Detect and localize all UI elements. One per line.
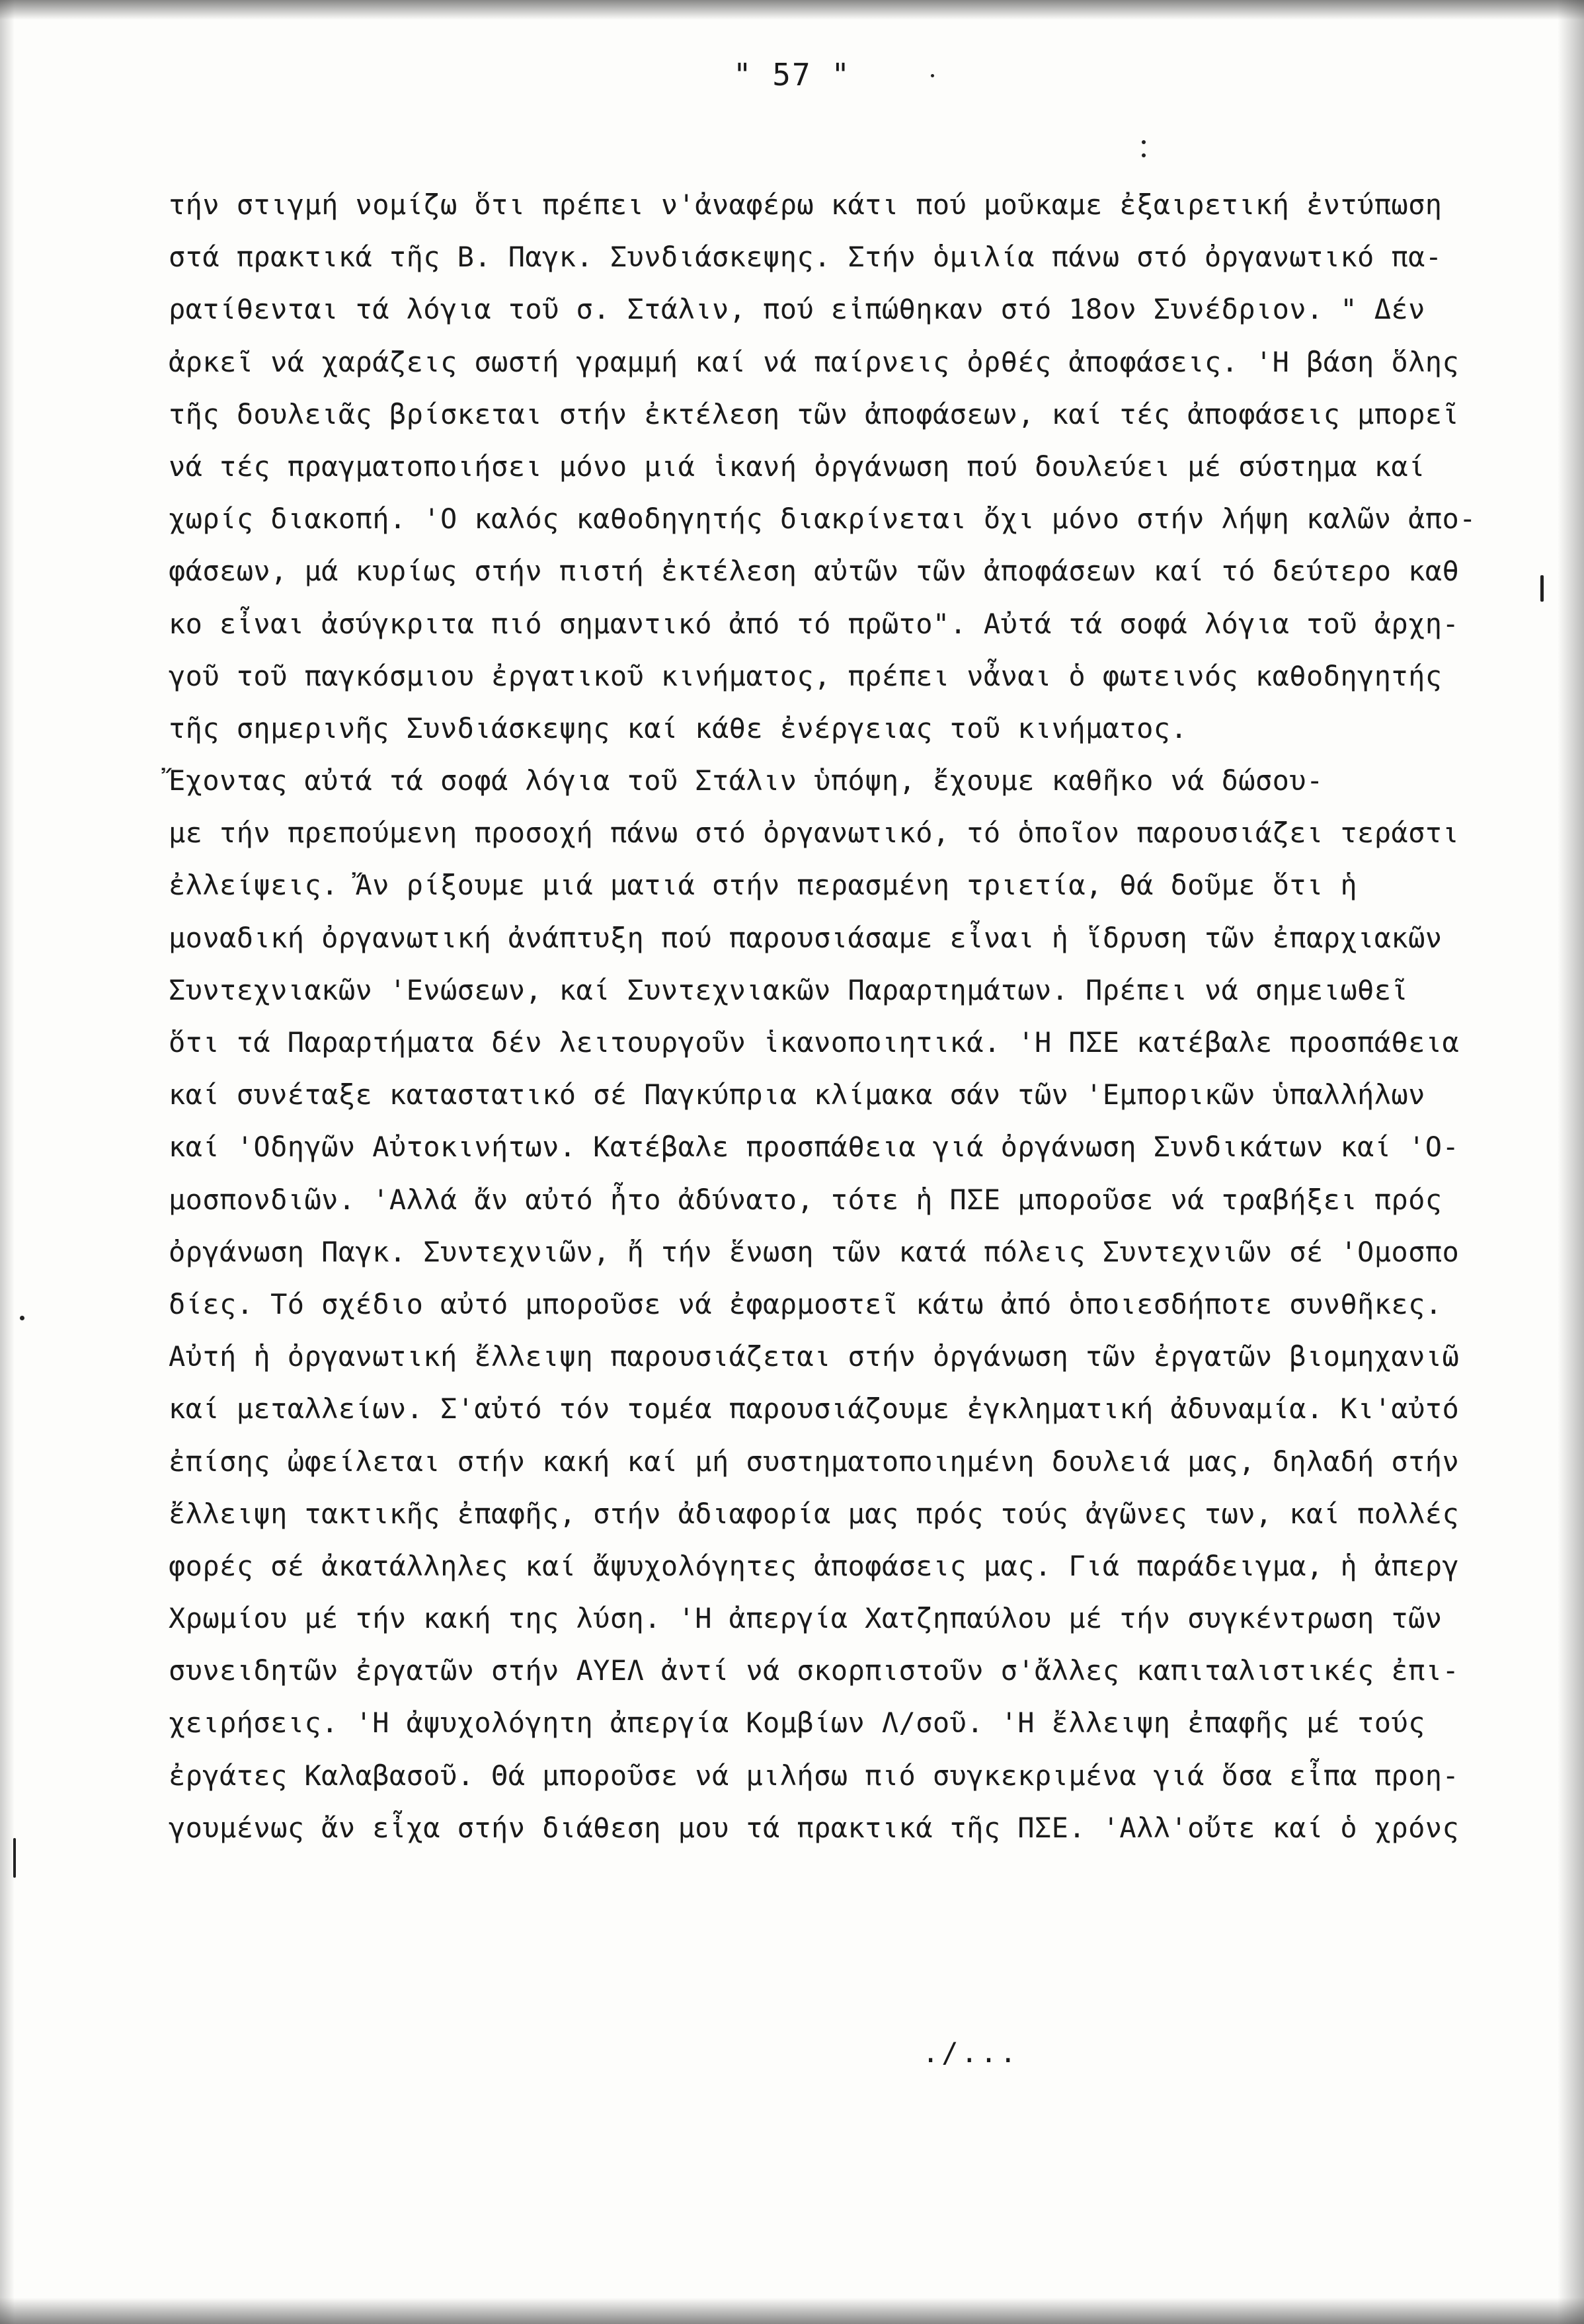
text-line: ἐργάτες Καλαβασοῦ. Θά μποροῦσε νά μιλήσω πιό συγκεκριμένα γιά ὅσα εἶπα προη- <box>169 1759 1460 1792</box>
text-line: ἀρκεῖ νά χαράζεις σωστή γραμμή καί νά παίρνεις ὀρθές ἀποφάσεις. 'Η βάση ὅλης <box>169 345 1460 378</box>
text-line: με τήν πρεπούμενη προσοχή πάνω στό ὀργανωτικό, τό ὁποῖον παρουσιάζει τεράστι <box>169 817 1460 850</box>
text-line: μοναδική ὀργανωτική ἀνάπτυξη πού παρουσιάσαμε εἶναι ἡ ἵδρυση τῶν ἐπαρχιακῶν <box>169 921 1443 954</box>
scan-edge-top <box>0 0 1584 20</box>
scan-edge-left <box>0 0 15 2324</box>
text-line: Χρωμίου μέ τήν κακή της λύση. 'Η ἀπεργία Χατζηπαύλου μέ τήν συγκέντρωση τῶν <box>169 1602 1443 1635</box>
scan-speck <box>13 1838 16 1878</box>
text-line: γουμένως ἄν εἶχα στήν διάθεση μου τά πρακτικά τῆς ΠΣΕ. 'Αλλ'οὔτε καί ὁ χρόνς <box>169 1811 1460 1844</box>
text-line: φάσεων, μά κυρίως στήν πιστή ἐκτέλεση αὐτῶν τῶν ἀποφάσεων καί τό δεύτερο καθ <box>169 555 1460 588</box>
text-line: ἐπίσης ὠφείλεται στήν κακή καί μή συστηματοποιημένη δουλειά μας, δηλαδή στήν <box>169 1445 1460 1478</box>
text-line: ρατίθενται τά λόγια τοῦ σ. Στάλιν, πού εἰπώθηκαν στό 18ον Συνέδριον. " Δέν <box>169 293 1425 326</box>
text-line: στά πρακτικά τῆς Β. Παγκ. Συνδιάσκεψης. Στήν ὁμιλία πάνω στό ὀργανωτικό πα- <box>169 241 1443 274</box>
text-line: τῆς δουλειᾶς βρίσκεται στήν ἐκτέλεση τῶν ἀποφάσεων, καί τές ἀποφάσεις μπορεῖ <box>169 397 1460 430</box>
text-line: καί μεταλλείων. Σ'αὐτό τόν τομέα παρουσιάζουμε ἐγκληματική ἀδυναμία. Κι'αὐτό <box>169 1392 1460 1425</box>
text-line: τῆς σημερινῆς Συνδιάσκεψης καί κάθε ἐνέργειας τοῦ κινήματος. <box>169 711 1188 744</box>
text-line: τήν στιγμή νομίζω ὅτι πρέπει ν'ἀναφέρω κάτι πού μοῦκαμε ἐξαιρετική ἐντύπωση <box>169 188 1443 221</box>
text-line: χειρήσεις. 'Η ἀψυχολόγητη ἀπεργία Κομβίων Λ/σοῦ. 'Η ἔλλειψη ἐπαφῆς μέ τούς <box>169 1706 1425 1740</box>
page-number: " 57 " <box>733 57 851 93</box>
text-line: Ἔχοντας αὐτά τά σοφά λόγια τοῦ Στάλιν ὑπόψη, ἔχουμε καθῆκο νά δώσου- <box>169 764 1324 797</box>
scan-speck <box>1142 140 1146 144</box>
text-line: Συντεχνιακῶν 'Ενώσεων, καί Συντεχνιακῶν Παραρτημάτων. Πρέπει νά σημειωθεῖ <box>169 973 1409 1006</box>
text-line: γοῦ τοῦ παγκόσμιου ἐργατικοῦ κινήματος, πρέπει νἆναι ὁ φωτεινός καθοδηγητής <box>169 659 1443 692</box>
text-line: συνειδητῶν ἐργατῶν στήν ΑΥΕΛ ἀντί νά σκορπιστοῦν σ'ἄλλες καπιταλιστικές ἐπι- <box>169 1654 1460 1687</box>
text-line: νά τές πραγματοποιήσει μόνο μιά ἱκανή ὀργάνωση πού δουλεύει μέ σύστημα καί <box>169 450 1425 483</box>
scan-speck <box>1142 153 1146 157</box>
text-line: φορές σέ ἀκατάλληλες καί ἄψυχολόγητες ἀποφάσεις μας. Γιά παράδειγμα, ἡ ἀπεργ <box>169 1549 1460 1582</box>
text-line: ἔλλειψη τακτικῆς ἐπαφῆς, στήν ἀδιαφορία μας πρός τούς ἀγῶνες των, καί πολλές <box>169 1497 1460 1530</box>
text-line: ἐλλείψεις. Ἄν ρίξουμε μιά ματιά στήν περασμένη τριετία, θά δοῦμε ὅτι ἡ <box>169 869 1358 902</box>
text-line: καί συνέταξε καταστατικό σέ Παγκύπρια κλίμακα σάν τῶν 'Εμπορικῶν ὑπαλλήλων <box>169 1078 1425 1111</box>
scan-speck <box>1540 575 1544 602</box>
text-line: ὀργάνωση Παγκ. Συντεχνιῶν, ἤ τήν ἕνωση τῶν κατά πόλεις Συντεχνιῶν σέ 'Ομοσπο <box>169 1235 1460 1268</box>
text-line: μοσπονδιῶν. 'Αλλά ἄν αὐτό ἦτο ἀδύνατο, τότε ἡ ΠΣΕ μποροῦσε νά τραβήξει πρός <box>169 1183 1443 1216</box>
text-line: Αὐτή ἡ ὀργανωτική ἔλλειψη παρουσιάζεται στήν ὀργάνωση τῶν ἐργατῶν βιομηχανιῶ <box>169 1340 1460 1373</box>
body-text <box>169 179 1491 1854</box>
scan-edge-bottom <box>0 2298 1584 2324</box>
scan-speck <box>20 1316 24 1320</box>
text-line: καί 'Οδηγῶν Αὐτοκινήτων. Κατέβαλε προσπάθεια γιά ὀργάνωση Συνδικάτων καί 'Ο- <box>169 1131 1460 1164</box>
text-line: χωρίς διακοπή. 'Ο καλός καθοδηγητής διακρίνεται ὄχι μόνο στήν λήψη καλῶν ἀπο- <box>169 502 1476 536</box>
scan-edge-right <box>1558 0 1584 2324</box>
scan-speck <box>931 74 934 77</box>
continuation-mark: ./... <box>922 2036 1019 2069</box>
text-line: δίες. Τό σχέδιο αὐτό μποροῦσε νά ἐφαρμοστεῖ κάτω ἀπό ὁποιεσδήποτε συνθῆκες. <box>169 1287 1443 1320</box>
text-line: ὅτι τά Παραρτήματα δέν λειτουργοῦν ἱκανοποιητικά. 'Η ΠΣΕ κατέβαλε προσπάθεια <box>169 1026 1460 1059</box>
text-line: κο εἶναι ἀσύγκριτα πιό σημαντικό ἀπό τό πρῶτο". Αὐτά τά σοφά λόγια τοῦ ἀρχη- <box>169 607 1460 640</box>
